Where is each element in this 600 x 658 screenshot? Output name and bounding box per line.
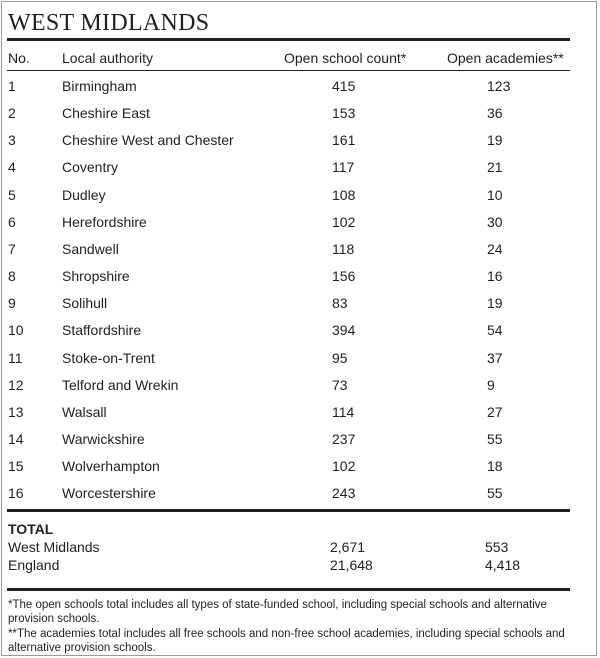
total-row-academies: 553 xyxy=(485,539,509,555)
row-local-authority: Cheshire West and Chester xyxy=(62,132,234,149)
row-local-authority: Cheshire East xyxy=(62,105,150,122)
row-open-academies: 55 xyxy=(487,485,503,502)
row-open-school-count: 415 xyxy=(332,78,356,94)
page-title: WEST MIDLANDS xyxy=(8,10,210,36)
row-open-school-count: 83 xyxy=(332,295,348,312)
header-open-academies: Open academies** xyxy=(447,50,564,66)
row-open-school-count: 153 xyxy=(332,105,356,122)
row-number: 12 xyxy=(8,376,24,393)
row-number: 3 xyxy=(8,132,16,149)
row-open-academies: 30 xyxy=(487,213,503,230)
row-open-school-count: 156 xyxy=(332,268,356,284)
total-row-academies: 4,418 xyxy=(485,557,521,573)
row-open-academies: 123 xyxy=(487,78,511,94)
row-open-school-count: 243 xyxy=(332,485,356,502)
row-local-authority: Dudley xyxy=(62,186,106,203)
row-open-academies: 37 xyxy=(487,349,503,366)
row-open-academies: 27 xyxy=(487,403,503,420)
header-top-rule xyxy=(7,38,570,41)
total-top-rule xyxy=(7,509,570,512)
total-row-name: England xyxy=(8,557,60,573)
row-local-authority: Birmingham xyxy=(62,78,137,94)
row-local-authority: Wolverhampton xyxy=(62,458,160,475)
footnote-schools: *The open schools total includes all types of state-funded school, including special schools and alternative provision schools. xyxy=(8,599,547,625)
total-row-schools: 2,671 xyxy=(330,539,366,555)
row-open-school-count: 118 xyxy=(332,240,355,257)
row-local-authority: Herefordshire xyxy=(62,213,147,230)
row-local-authority: Stoke-on-Trent xyxy=(62,349,155,366)
row-number: 14 xyxy=(8,430,24,447)
row-open-school-count: 108 xyxy=(332,186,356,203)
footnote-top-rule xyxy=(7,588,570,591)
row-open-school-count: 73 xyxy=(332,376,348,393)
row-open-academies: 19 xyxy=(487,132,503,149)
row-open-academies: 19 xyxy=(487,295,503,312)
row-number: 10 xyxy=(8,322,24,339)
header-open-school-count: Open school count* xyxy=(284,50,407,66)
row-number: 11 xyxy=(8,349,23,366)
row-number: 5 xyxy=(8,186,16,203)
row-number: 15 xyxy=(8,458,24,475)
row-open-school-count: 117 xyxy=(332,159,355,176)
row-number: 16 xyxy=(8,485,24,502)
row-open-academies: 9 xyxy=(487,376,495,393)
row-open-academies: 36 xyxy=(487,105,503,122)
row-open-academies: 55 xyxy=(487,430,503,447)
row-number: 2 xyxy=(8,105,16,122)
row-local-authority: Walsall xyxy=(62,403,107,420)
row-number: 1 xyxy=(8,78,16,94)
row-open-academies: 18 xyxy=(487,458,503,475)
row-open-school-count: 114 xyxy=(332,403,355,420)
row-number: 9 xyxy=(8,295,16,312)
row-local-authority: Solihull xyxy=(62,295,108,312)
row-open-school-count: 161 xyxy=(332,132,356,149)
row-local-authority: Shropshire xyxy=(62,268,130,284)
row-open-school-count: 237 xyxy=(332,430,356,447)
header-local-authority: Local authority xyxy=(62,50,154,66)
header-bottom-rule xyxy=(7,70,570,71)
row-number: 4 xyxy=(8,159,16,176)
footnote-academies: **The academies total includes all free schools and non-free school academies, including special schools and alternative provision schools. xyxy=(8,628,565,654)
row-open-academies: 16 xyxy=(487,268,503,284)
row-local-authority: Worcestershire xyxy=(62,485,156,502)
row-open-school-count: 102 xyxy=(332,213,356,230)
row-open-academies: 54 xyxy=(487,322,503,339)
row-local-authority: Warwickshire xyxy=(62,430,145,447)
row-local-authority: Sandwell xyxy=(62,240,119,257)
row-number: 6 xyxy=(8,213,16,230)
row-local-authority: Staffordshire xyxy=(62,322,142,339)
row-number: 8 xyxy=(8,268,16,284)
row-open-school-count: 394 xyxy=(332,322,356,339)
header-no: No. xyxy=(8,50,30,66)
row-local-authority: Coventry xyxy=(62,159,119,176)
row-open-school-count: 102 xyxy=(332,458,356,475)
row-open-school-count: 95 xyxy=(332,349,348,366)
row-open-academies: 10 xyxy=(487,186,503,203)
total-label: TOTAL xyxy=(8,521,54,537)
row-open-academies: 21 xyxy=(487,159,503,176)
row-local-authority: Telford and Wrekin xyxy=(62,376,179,393)
total-row-name: West Midlands xyxy=(8,539,100,555)
row-number: 13 xyxy=(8,403,24,420)
total-row-schools: 21,648 xyxy=(330,557,373,573)
row-number: 7 xyxy=(8,240,16,257)
row-open-academies: 24 xyxy=(487,240,503,257)
